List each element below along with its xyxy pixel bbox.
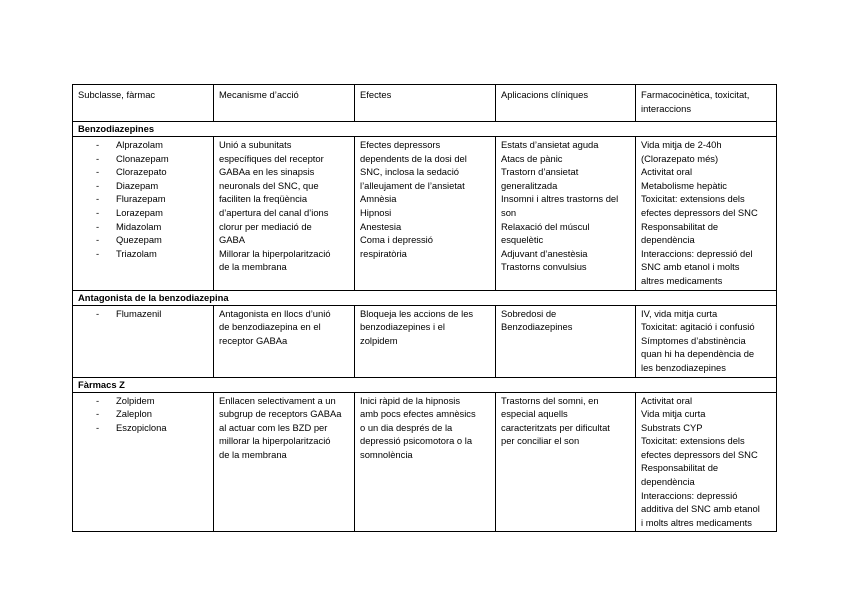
applications-line: per conciliar el son [501,435,580,447]
pharmacokinetics-line: Responsabilitat de [641,462,719,474]
drug-item: - Clonazepam [78,152,209,166]
mechanism-line: Enllacen selectivament a un [219,394,336,406]
applications-line: Adjuvant d’anestèsia [501,247,588,259]
effects-line: Coma i depressió [360,234,433,246]
section-title: Benzodiazepines [73,122,777,137]
pharmacokinetics-line: Interaccions: depressió del [641,247,753,259]
pharmacokinetics-line: Activitat oral [641,166,693,178]
cell-applications [496,392,636,532]
applications-line: esquelètic [501,234,544,246]
pharmacokinetics-line: (Clorazepato més) [641,152,719,164]
mechanism-line: faciliten la freqüència [219,193,308,205]
cell-mechanism [214,137,355,291]
cell-drugs [73,392,214,532]
effects-line: l’alleujament de l’ansietat [360,179,465,191]
drug-list [78,138,209,260]
effects-line: Bloqueja les accions de les [360,307,474,319]
effects-line: dependents de la dosi del [360,152,467,164]
section-header-row [73,290,777,305]
effects-line: amb pocs efectes amnèsics [360,408,476,420]
header-row [73,85,777,122]
pharmacokinetics-line: dependència [641,234,695,246]
pharmacokinetics-line: Vida mitja de 2-40h [641,139,722,150]
pharmacokinetics-line: SNC amb etanol i molts [641,261,740,273]
table-row [73,305,777,377]
mechanism-line: de benzodiazepina en el [219,321,321,333]
pharmacokinetics-line: Interaccions: depressió [641,489,738,501]
section-title: Antagonista de la benzodiazepina [73,290,777,305]
drug-item: - Alprazolam [78,138,209,152]
pharmacology-table [72,84,777,532]
mechanism-line: receptor GABAa [219,334,288,346]
drug-item: - Clorazepato [78,165,209,179]
pharmacokinetics-line: Responsabilitat de [641,220,719,232]
pharmacokinetics-line: altres medicaments [641,274,723,286]
effects-line: Anestesia [360,220,402,232]
cell-pharmacokinetics [636,392,777,532]
effects-line: zolpidem [360,334,398,346]
pharmacokinetics-line: Toxicitat: extensions dels [641,193,745,205]
applications-line: Sobredosi de [501,307,557,319]
effects-line: respiratòria [360,247,407,259]
section-header-row [73,377,777,392]
mechanism-line: al actuar com les BZD per [219,421,328,433]
cell-applications [496,137,636,291]
cell-mechanism [214,392,355,532]
pharmacokinetics-line: dependència [641,476,695,488]
effects-line: depressió psicomotora o la [360,435,473,447]
drug-item: - Flurazepam [78,192,209,206]
pharmacokinetics-line: additiva del SNC amb etanol [641,503,760,515]
pharmacokinetics-line: Vida mitja curta [641,408,706,420]
effects-line: o un dia després de la [360,421,453,433]
table-row [73,392,777,532]
effects-line: somnolència [360,448,413,460]
mechanism-line: d’apertura del canal d’ions [219,206,329,218]
mechanism-line: Millorar la hiperpolarització [219,247,331,259]
pharmacokinetics-line: Metabolisme hepàtic [641,179,727,191]
applications-line: son [501,206,517,218]
drug-item: - Zolpidem [78,394,209,408]
drug-item: - Triazolam [78,247,209,261]
applications-line: Benzodiazepines [501,321,573,333]
drug-item: - Diazepam [78,179,209,193]
drug-item: - Eszopiclona [78,421,209,435]
applications-line: Trastorn d’ansietat [501,166,579,178]
mechanism-line: clorur per mediació de [219,220,312,232]
applications-line: especial aquells [501,408,568,420]
header-applications: Aplicacions clíniques [496,85,636,122]
effects-line: benzodiazepines i el [360,321,445,333]
section-header-row [73,122,777,137]
pharmacokinetics-line: IV, vida mitja curta [641,307,718,319]
mechanism-line: millorar la hiperpolarització [219,435,331,447]
cell-applications [496,305,636,377]
section-title: Fàrmacs Z [73,377,777,392]
effects-line: SNC, inclosa la sedació [360,166,460,178]
cell-drugs [73,137,214,291]
header-pharmacokinetics: Farmacocinètica, toxicitat, interaccions [636,85,777,122]
pharmacokinetics-line: Toxicitat: agitació i confusió [641,321,755,333]
applications-line: generalitzada [501,179,558,191]
drug-item: - Lorazepam [78,206,209,220]
cell-drugs [73,305,214,377]
pharmacokinetics-line: Símptomes d’abstinència [641,334,746,346]
applications-line: Estats d’ansietat aguda [501,139,599,150]
pharmacokinetics-line: Activitat oral [641,394,693,406]
header-effects: Efectes [355,85,496,122]
mechanism-line: de la membrana [219,448,287,460]
mechanism-line: neuronals del SNC, que [219,179,319,191]
mechanism-line: subgrup de receptors GABAa [219,408,342,420]
mechanism-line: GABA [219,234,246,246]
effects-line: Amnèsia [360,193,397,205]
cell-pharmacokinetics [636,137,777,291]
drug-item: - Zaleplon [78,407,209,421]
mechanism-line: Unió a subunitats [219,139,292,150]
header-mechanism: Mecanisme d’acció [214,85,355,122]
drug-item: - Midazolam [78,220,209,234]
cell-effects [355,305,496,377]
cell-effects [355,137,496,291]
pharmacokinetics-line: les benzodiazepines [641,361,726,373]
cell-mechanism [214,305,355,377]
drug-item: - Flumazenil [78,307,209,321]
mechanism-line: GABAa en les sinapsis [219,166,315,178]
effects-line: Efectes depressors [360,139,441,150]
mechanism-line: específiques del receptor [219,152,324,164]
effects-line: Inici ràpid de la hipnosis [360,394,461,406]
pharmacokinetics-line: Toxicitat: extensions dels [641,435,745,447]
pharmacokinetics-line: efectes depressors del SNC [641,206,758,218]
applications-line: Trastorns del somni, en [501,394,599,406]
header-subclass: Subclasse, fàrmac [73,85,214,122]
pharmacokinetics-line: efectes depressors del SNC [641,448,758,460]
applications-line: Atacs de pànic [501,152,563,164]
table-row [73,137,777,291]
cell-pharmacokinetics [636,305,777,377]
applications-line: Insomni i altres trastorns del [501,193,619,205]
mechanism-line: Antagonista en llocs d’unió [219,307,331,319]
drug-item: - Quezepam [78,233,209,247]
applications-line: Trastorns convulsius [501,261,587,273]
pharmacokinetics-line: quan hi ha dependència de [641,348,755,360]
effects-line: Hipnosi [360,206,392,218]
applications-line: caracteritzats per dificultat [501,421,610,433]
drug-list [78,394,209,435]
applications-line: Relaxació del múscul [501,220,590,232]
drug-list [78,307,209,321]
cell-effects [355,392,496,532]
pharmacokinetics-line: Substrats CYP [641,421,703,433]
mechanism-line: de la membrana [219,261,287,273]
pharmacokinetics-line: i molts altres medicaments [641,516,752,528]
